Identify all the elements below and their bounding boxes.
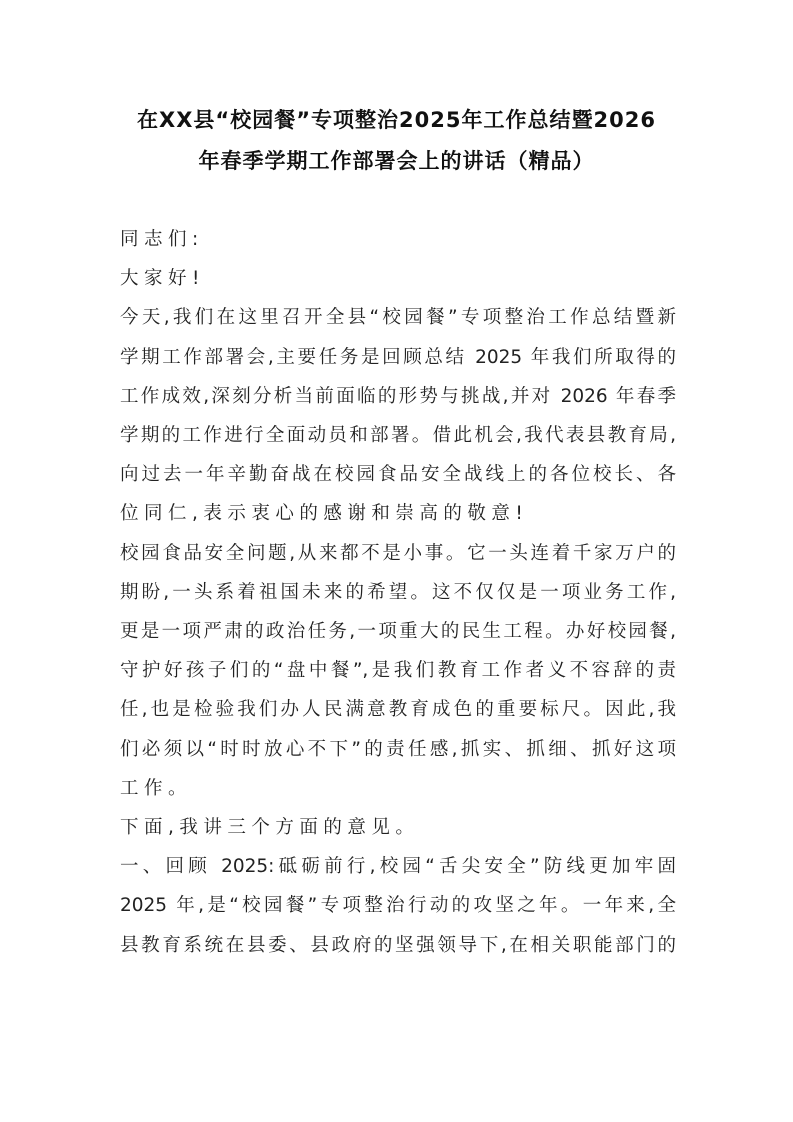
- paragraph-line: 一、回顾 2025:砥砺前行,校园“舌尖安全”防线更加牢固: [120, 856, 676, 878]
- document-title-line-2: 年春季学期工作部署会上的讲话（精品）: [198, 149, 595, 173]
- paragraph-line: 位同仁,表示衷心的感谢和崇高的敬意!: [120, 503, 529, 525]
- paragraph-line: 期盼,一头系着祖国未来的希望。这不仅仅是一项业务工作,: [120, 581, 676, 603]
- paragraph-line: 们必须以“时时放心不下”的责任感,抓实、抓细、抓好这项: [120, 738, 676, 760]
- paragraph-line: 校园食品安全问题,从来都不是小事。它一头连着千家万户的: [120, 542, 676, 564]
- paragraph-line: 工作。: [120, 777, 193, 799]
- paragraph-line: 2025 年,是“校园餐”专项整治行动的攻坚之年。一年来,全: [120, 895, 676, 917]
- paragraph-line: 同志们:: [120, 229, 204, 250]
- paragraph-line: 任,也是检验我们办人民满意教育成色的重要标尺。因此,我: [120, 699, 676, 721]
- paragraph-line: 大家好!: [120, 268, 205, 290]
- paragraph-line: 学期的工作进行全面动员和部署。借此机会,我代表县教育局,: [120, 425, 676, 446]
- paragraph-line: 县教育系统在县委、县政府的坚强领导下,在相关职能部门的: [120, 934, 676, 956]
- document-title-line-1: 在XX县“校园餐”专项整治2025年工作总结暨2026: [137, 108, 656, 132]
- paragraph-line: 工作成效,深刻分析当前面临的形势与挑战,并对 2026 年春季: [120, 385, 676, 407]
- paragraph-line: 今天,我们在这里召开全县“校园餐”专项整治工作总结暨新: [120, 307, 676, 329]
- paragraph-line: 更是一项严肃的政治任务,一项重大的民生工程。办好校园餐,: [120, 621, 676, 642]
- paragraph-line: 守护好孩子们的“盘中餐”,是我们教育工作者义不容辞的责: [120, 660, 676, 682]
- paragraph-line: 下面,我讲三个方面的意见。: [120, 817, 420, 838]
- paragraph-line: 向过去一年辛勤奋战在校园食品安全战线上的各位校长、各: [120, 464, 676, 486]
- paragraph-line: 学期工作部署会,主要任务是回顾总结 2025 年我们所取得的: [120, 346, 676, 368]
